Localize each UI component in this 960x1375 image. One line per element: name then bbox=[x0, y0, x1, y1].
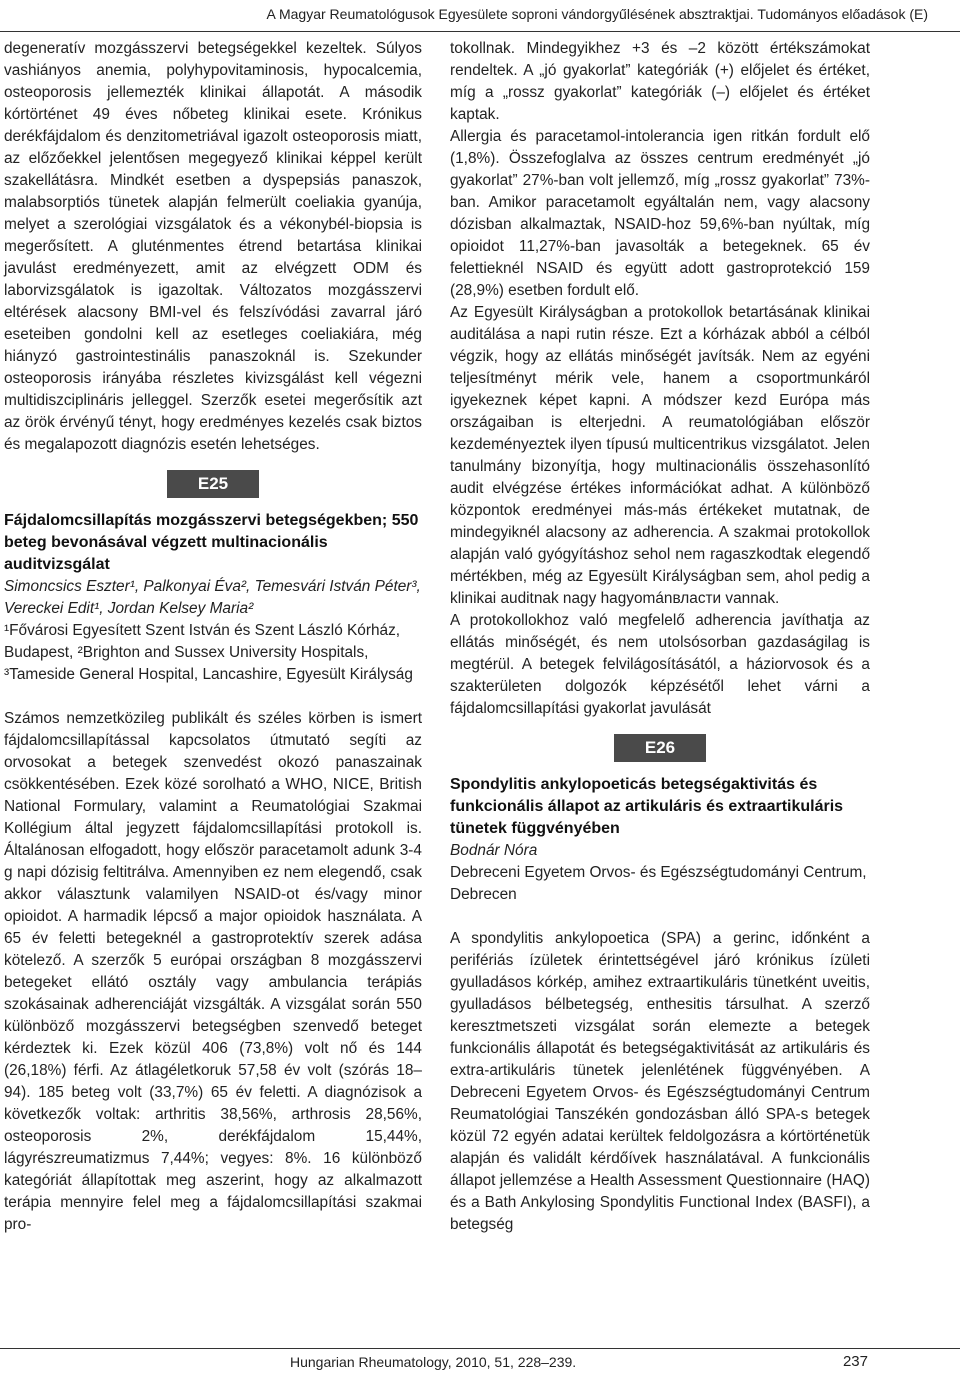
abstract-body-e26: A spondylitis ankylopoetica (SPA) a gerinc, időnként a perifériás ízületek érintettségével járó krónikus ízületi gyulladásos kórkép, amihez extraartikuláris tünetként uveitis, gyulladásos bélbetegség, enthesitis társulhat. A szerző keresztmetszeti vizsgálat során elemezte a betegek funkcionális állapotát és betegségaktivitását az artikuláris és extra-artikuláris tünetek jelenlétének függvényében. A Debreceni Egyetem Orvos- és Egészségtudományi Centrum Reumatológiai Tanszékén gondozásban álló SPA-s betegek közül 72 egyén adatai kerültek feldolgozásra a kórtörténetük alapján és validált kérdőívek használatával. A funkcionális állapot jellemzése a Health Assessment Questionnaire (HAQ) és a Bath Ankylosing Spondylitis Functional Index (BASFI), a betegség bbox=[450, 930, 870, 1233]
running-title: A Magyar Reumatológusok Egyesülete soproni vándorgyűlésének absztraktjai. Tudományos előadások (E) bbox=[266, 6, 928, 22]
abstract-affiliation-e26: Debreceni Egyetem Orvos- és Egészségtudományi Centrum, Debrecen bbox=[450, 864, 867, 903]
abstract-body-e25-cont-2: Allergia és paracetamol-intolerancia igen ritkán fordult elő (1,8%). Összefoglalva az összes centrum eredményét „jó gyakorlat” 27%-ban volt jellemző, míg „rossz gyakorlat” 73%-ban. Amikor paracetamolt egyáltalán nem, vagy alacsony dózisban alkalmaztak, NSAID-hoz 59,6%-ban nyúltak, míg opioidot 11,27%-ban javasolták a betegeknek. 65 év felettieknél NSAID és együtt adott gastroprotekció 159 (28,9%) esetben fordult elő. bbox=[450, 128, 870, 299]
page-footer bbox=[0, 1340, 960, 1375]
journal-citation: Hungarian Rheumatology, 2010, 51, 228–239. bbox=[290, 1354, 577, 1370]
previous-abstract-continuation: degeneratív mozgásszervi betegségekkel kezeltek. Súlyos vashiányos anemia, polyhypovitaminosis, hypocalcemia, osteoporosis jellemezték klinikai állapotát. A második kórtörténet 49 éves nőbeteg klinikai esete. Krónikus derékfájdalom és denzitometriával igazolt osteoporosis miatt, az előzőekkel jelentősen megegyező klinikai képpel került szakellátásra. Mindkét esetben a dyspepsiás panaszok, malabsorptiós tünetek alapján felmerült coeliakia gyanúja, melyet a szerológiai vizsgálatok és a vékonybél-biopsia is megerősített. A gluténmentes étrend betartása klinikai javulást eredményezett, amit az elvégzett ODM és laborvizsgálatok is igazoltak. Változatos mozgásszervi eltérések alacsony BMI-vel és felszívódási zavarral járó eseteiben gondolni kell az esetleges coeliakiára, még hiányzó gastrointestinális panaszoknál is. Szekunder osteoporosis irányába részletes kivizsgálást kell végezni multidiszciplináris jelleggel. Szerzők esetei megerősítik azt az örök érvényű tényt, hogy eredményes kezelés csak biztos és megalapozott diagnózis esetén lehetséges. bbox=[4, 40, 422, 453]
left-column bbox=[4, 38, 422, 1236]
abstract-body-e25-cont-1: tokollnak. Mindegyikhez +3 és –2 között értékszámokat rendeltek. A „jó gyakorlat” kategóriák (+) előjelet és értéket, míg a „rossz gyakorlat” kategóriák (–) előjelet és értéket kaptak. bbox=[450, 40, 870, 123]
abstract-body-e25: Számos nemzetközileg publikált és széles körben is ismert fájdalomcsillapítással kapcsolatos útmutató segíti az orvosokat a betegek szenvedést okozó panaszainak csökkentésében. Ezek közé sorolható a WHO, NICE, British National Formulary, valamint a Reumatológiai Szakmai Kollégium által jegyzett fájdalomcsillapítási protokoll is. Általánosan elfogadott, hogy először paracetamolt adunk 3-4 g napi dózisig feltitrálva. Amennyiben ez nem elegendő, csak akkor választunk valamilyen NSAID-ot és/vagy minor opioidot. A harmadik lépcső a major opioidok használata. A 65 év feletti betegeknél a gastroprotektív szerek adása kötelező. A szerzők 5 európai országban 8 mozgásszervi betegeket ellátó osztály vagy ambulancia terápiás szokásainak adherenciáját vizsgálták. A vizsgálat során 550 különböző mozgásszervi betegségben szenvedő beteget kérdeztek ki. Ezek közül 406 (73,8%) volt nő és 144 (26,18%) férfi. Az átlagéletkoruk 57,58 év volt (szórás 18–94). 185 beteg volt (33,7%) 65 év feletti. A diagnózisok a következők voltak: arthritis 38,56%, arthrosis 28,56%, osteoporosis 2%, derékfájdalom 15,44%, lágyrészreumatizmus 7,44%; vegyes: 8%. 16 különböző kategóriát állapítottak meg aszerint, hogy az alkalmazott terápia mennyire felel meg a fájdalomcsillapítási szakmai pro- bbox=[4, 710, 422, 1233]
page-number: 237 bbox=[842, 1353, 868, 1370]
abstract-label-e26: E26 bbox=[614, 734, 706, 762]
abstract-authors-e26: Bodnár Nóra bbox=[450, 842, 538, 859]
abstract-body-e25-cont-4: A protokollokhoz való megfelelő adherencia javíthatja az ellátás minőségét, és nem utolsósorban gazdaságilag is megtérül. A betegek felvilágosításától, a háziorvosok és a szakterületen dolgozók képzésétől lehet várni a fájdalomcsillapítási gyakorlat javulását bbox=[450, 612, 870, 717]
abstract-affiliation-e25: ¹Fővárosi Egyesített Szent István és Szent László Kórház, Budapest, ²Brighton and Sussex University Hospitals, ³Tameside General Hospital, Lancashire, Egyesült Királyság bbox=[4, 622, 413, 683]
abstract-authors-e25: Simoncsics Eszter¹, Palkonyai Éva², Temesvári István Péter³, Vereckei Edit¹, Jordan Kelsey Maria² bbox=[4, 578, 421, 617]
running-header bbox=[0, 0, 960, 34]
header-divider bbox=[0, 31, 960, 32]
abstract-title-e26: Spondylitis ankylopoeticás betegségaktivitás és funkcionális állapot az artikuláris és extraartikuláris tünetek függvényében bbox=[450, 776, 844, 837]
footer-divider bbox=[0, 1348, 960, 1349]
abstract-title-e25: Fájdalomcsillapítás mozgásszervi betegségekben; 550 beteg bevonásával végzett multinacionális auditvizsgálat bbox=[4, 512, 419, 573]
abstract-label-e25: E25 bbox=[167, 470, 259, 498]
right-column bbox=[450, 38, 870, 1236]
abstract-body-e25-cont-3: Az Egyesült Királyságban a protokollok betartásának klinikai auditálása a napi rutin része. Ezt a kórházak abból a célból végzik, hogy az ellátás minőségét javítsák. Nem az egyéni teljesítményt mérik vele, hanem a csoportmunkáról igyekeznek képet kapni. A módszer kezd Európa más országaiban is elterjedni. A reumatológiában először kezdeményeztek ilyen típusú multicentrikus vizsgálatot. Jelen tanulmány bizonyítja, hogy multinacionális összehasonlító audit elvégzése értékes információkat adhat. A különböző központok eredményei más-más értékeket mutatnak, de mindegyiknél alacsony az adherencia. A szakmai protokollok alapján való gyógyításhoz sehol nem ragaszkodtak elegendő mértékben, még az Egyesült Királyságban sem, ahol pedig a klinikai auditnak nagy hagyománвласти vannak. bbox=[450, 304, 870, 607]
